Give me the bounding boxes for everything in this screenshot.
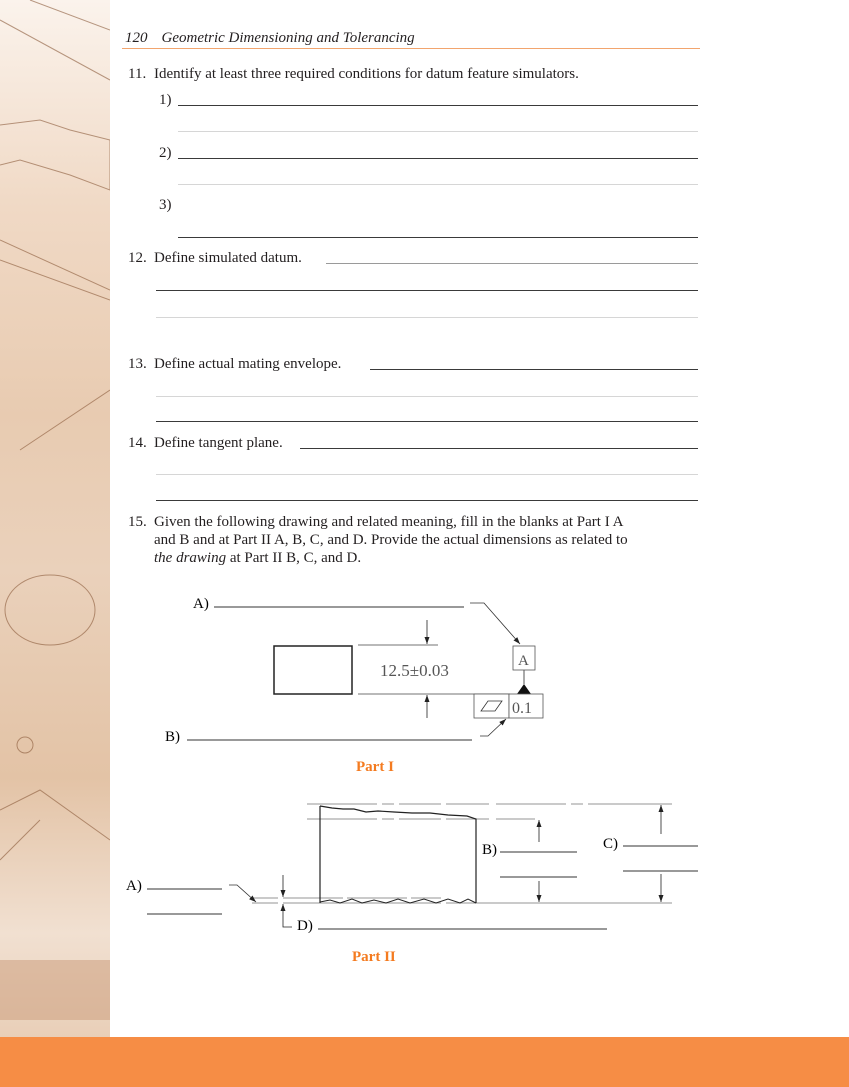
part2-label: Part II: [352, 949, 396, 965]
q11-text: Identify at least three required conditions for datum feature simulators.: [154, 66, 579, 82]
fcf-symbol-cell: [474, 694, 509, 718]
part1-blank-a-label: A): [193, 596, 209, 612]
part2-blank-b-label: B): [482, 842, 497, 858]
q12-text: Define simulated datum.: [154, 250, 302, 266]
part-rectangle: [274, 646, 352, 694]
q11-item-3: 3): [159, 197, 172, 213]
q14-number: 14.: [128, 435, 147, 451]
q15-line-1: Given the following drawing and related meaning, fill in the blanks at Part I A: [154, 514, 624, 530]
part-1-drawing: [165, 596, 543, 775]
part2-blank-d-label: D): [297, 918, 313, 934]
q15-italic: the drawing: [154, 550, 227, 566]
q12-number: 12.: [128, 250, 147, 266]
datum-letter: A: [518, 653, 529, 669]
q11-item-2: 2): [159, 145, 172, 161]
surface-profile: [320, 806, 476, 903]
part-2-drawing: [126, 804, 698, 965]
q13-text: Define actual mating envelope.: [154, 356, 342, 372]
leader-arrow: [480, 719, 506, 736]
tolerance-value: 0.1: [512, 700, 532, 717]
part1-blank-b-label: B): [165, 729, 180, 745]
footer-bar: [0, 1037, 849, 1087]
dimension-text: 12.5±0.03: [380, 661, 449, 680]
chapter-title: Geometric Dimensioning and Tolerancing: [161, 30, 415, 46]
leader-arrow: [470, 603, 520, 644]
q15-line-3-rest: at Part II B, C, and D.: [226, 550, 362, 566]
q14-text: Define tangent plane.: [154, 435, 283, 451]
q11-number: 11.: [128, 66, 147, 82]
q11-item-1: 1): [159, 92, 172, 108]
q13-number: 13.: [128, 356, 147, 372]
part1-label: Part I: [356, 759, 394, 775]
page-number: 120: [125, 30, 148, 46]
q15-number: 15.: [128, 514, 147, 530]
part2-blank-a-label: A): [126, 878, 142, 894]
q15-line-2: and B and at Part II A, B, C, and D. Provide the actual dimensions as related to: [154, 532, 628, 548]
datum-triangle: [517, 684, 531, 694]
part2-blank-c-label: C): [603, 836, 618, 852]
